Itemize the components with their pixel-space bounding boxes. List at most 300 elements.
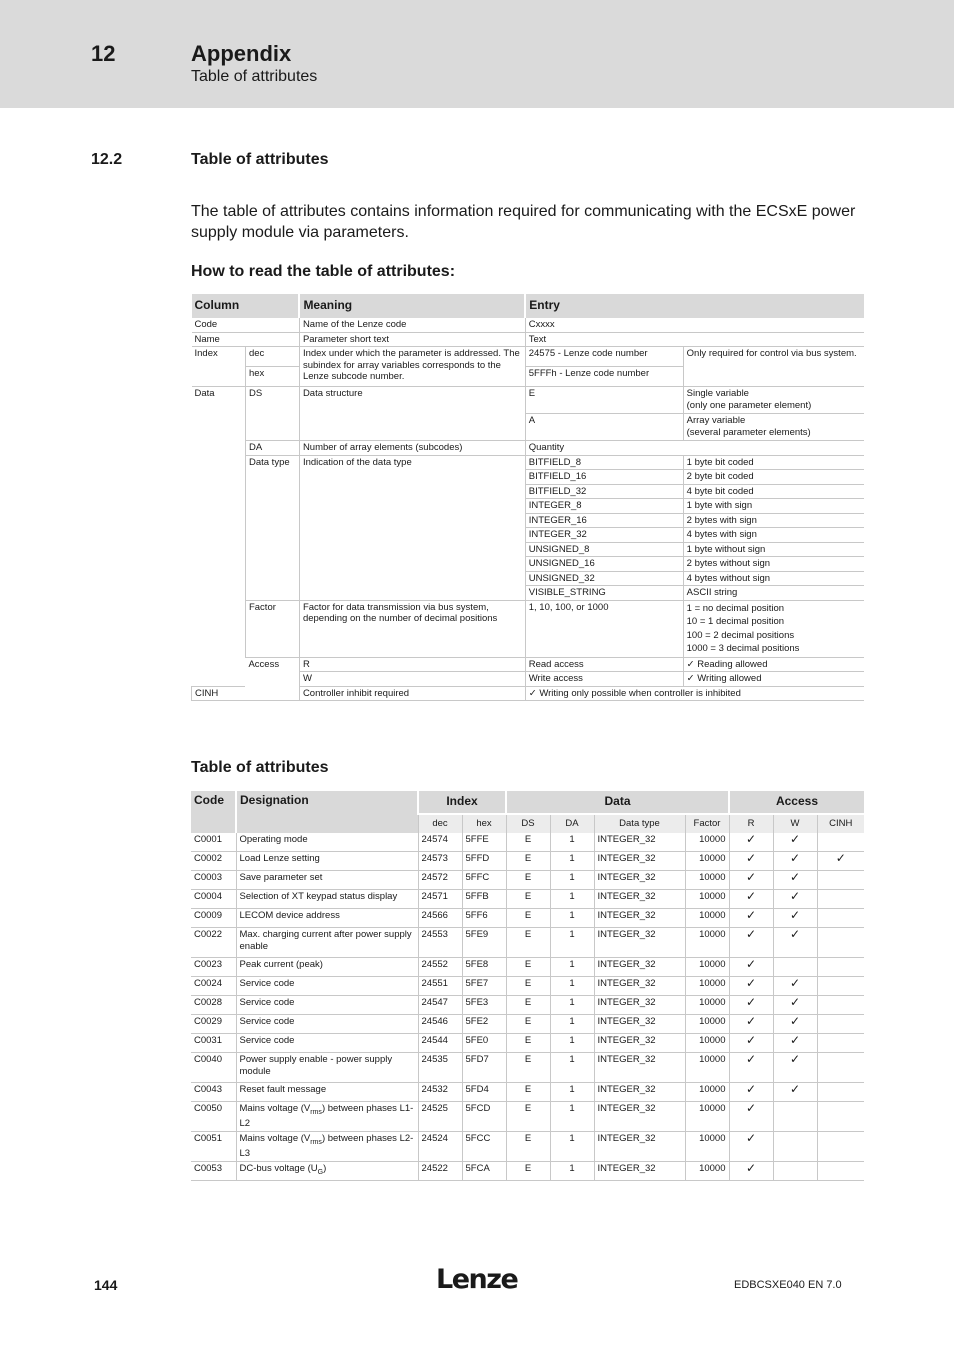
legend-desc: 4 bytes with sign — [683, 528, 864, 543]
cell-access-cinh — [817, 1034, 864, 1053]
cell-access-cinh — [817, 909, 864, 928]
cell-access-cinh — [817, 890, 864, 909]
cell-datatype: INTEGER_32 — [594, 1053, 685, 1083]
cell-designation: Selection of XT keypad status display — [236, 890, 418, 909]
cell-ds: E — [506, 871, 550, 890]
section-title: Table of attributes — [191, 151, 329, 168]
cell-ds: E — [506, 977, 550, 996]
subheader-dec: dec — [418, 814, 462, 833]
table-row — [191, 996, 864, 1015]
cell-access-w: ✓ — [773, 928, 817, 958]
cell-access-w — [773, 1132, 817, 1162]
legend-label: Code — [192, 318, 300, 332]
cell-access-r: ✓ — [729, 996, 773, 1015]
cell-ds: E — [506, 1053, 550, 1083]
legend-meaning: Controller inhibit required — [299, 686, 525, 701]
legend-header-column: Column — [192, 294, 300, 318]
header-code: Code — [191, 791, 236, 833]
cell-access-w — [773, 958, 817, 977]
cell-designation: Peak current (peak) — [236, 958, 418, 977]
table-row — [191, 890, 864, 909]
cell-da: 1 — [550, 852, 594, 871]
cell-dec: 24574 — [418, 833, 462, 852]
legend-entry: ✓ Reading allowed — [683, 657, 864, 672]
legend-row-index-dec — [192, 347, 865, 367]
cell-dec: 24525 — [418, 1102, 462, 1132]
cell-access-r: ✓ — [729, 890, 773, 909]
cell-hex: 5FD7 — [462, 1053, 506, 1083]
legend-entry: 5FFFh - Lenze code number — [525, 367, 683, 387]
legend-entry: VISIBLE_STRING — [525, 586, 683, 601]
cell-da: 1 — [550, 1132, 594, 1162]
legend-desc-line: 100 = 2 decimal positions — [686, 629, 795, 641]
cell-access-r: ✓ — [729, 1053, 773, 1083]
cell-hex: 5FE3 — [462, 996, 506, 1015]
legend-sublabel: W — [299, 672, 525, 687]
cell-dec: 24551 — [418, 977, 462, 996]
cell-dec: 24572 — [418, 871, 462, 890]
cell-hex: 5FF6 — [462, 909, 506, 928]
cell-datatype: INTEGER_32 — [594, 909, 685, 928]
table-row — [191, 1132, 864, 1162]
cell-hex: 5FE0 — [462, 1034, 506, 1053]
designation-text: Mains voltage (V — [239, 1133, 311, 1144]
cell-ds: E — [506, 890, 550, 909]
cell-access-cinh — [817, 928, 864, 958]
cell-designation: Service code — [236, 1015, 418, 1034]
cell-da: 1 — [550, 909, 594, 928]
legend-note: Only required for control via bus system. — [683, 347, 864, 387]
cell-hex: 5FFD — [462, 852, 506, 871]
subheader-ds: DS — [506, 814, 550, 833]
table-row — [191, 871, 864, 890]
cell-access-r: ✓ — [729, 958, 773, 977]
cell-code: C0028 — [191, 996, 236, 1015]
legend-sublabel: R — [299, 657, 525, 672]
subheader-factor: Factor — [685, 814, 729, 833]
cell-access-w — [773, 1102, 817, 1132]
subheader-cinh: CINH — [817, 814, 864, 833]
cell-da: 1 — [550, 1053, 594, 1083]
table-row — [191, 909, 864, 928]
cell-hex: 5FE8 — [462, 958, 506, 977]
cell-ds: E — [506, 833, 550, 852]
legend-row-ds-e — [192, 387, 865, 414]
legend-entry: Cxxxx — [525, 318, 864, 332]
cell-hex: 5FFC — [462, 871, 506, 890]
cell-ds: E — [506, 852, 550, 871]
cell-dec: 24522 — [418, 1162, 462, 1181]
cell-ds: E — [506, 1102, 550, 1132]
cell-access-cinh — [817, 833, 864, 852]
cell-access-r: ✓ — [729, 1034, 773, 1053]
cell-factor: 10000 — [685, 1162, 729, 1181]
page-number: 144 — [94, 1277, 118, 1293]
attributes-table — [191, 791, 864, 1181]
subheader-hex: hex — [462, 814, 506, 833]
legend-desc: ASCII string — [683, 586, 864, 601]
legend-sublabel: Data type — [245, 455, 299, 600]
legend-desc-line: 1 = no decimal position — [686, 602, 785, 614]
legend-row-access-r — [192, 657, 865, 672]
cell-designation: Reset fault message — [236, 1083, 418, 1102]
cell-designation: Save parameter set — [236, 871, 418, 890]
legend-sublabel: Factor — [245, 600, 299, 657]
cell-access-w: ✓ — [773, 1083, 817, 1102]
section-number: 12.2 — [91, 151, 123, 168]
cell-designation: Power supply enable - power supply module — [236, 1053, 418, 1083]
cell-da: 1 — [550, 1034, 594, 1053]
cell-dec: 24552 — [418, 958, 462, 977]
cell-designation: Service code — [236, 1034, 418, 1053]
cell-dec: 24547 — [418, 996, 462, 1015]
legend-meaning: Number of array elements (subcodes) — [299, 441, 525, 456]
cell-hex: 5FFB — [462, 890, 506, 909]
cell-access-r: ✓ — [729, 1083, 773, 1102]
cell-da: 1 — [550, 928, 594, 958]
legend-sublabel: DA — [245, 441, 299, 456]
cell-access-r: ✓ — [729, 871, 773, 890]
cell-access-cinh — [817, 871, 864, 890]
cell-access-w: ✓ — [773, 977, 817, 996]
cell-access-w: ✓ — [773, 909, 817, 928]
cell-factor: 10000 — [685, 1132, 729, 1162]
cell-dec: 24566 — [418, 909, 462, 928]
legend-entry: E — [525, 387, 683, 414]
cell-access-r: ✓ — [729, 1015, 773, 1034]
cell-dec: 24573 — [418, 852, 462, 871]
legend-table — [191, 294, 864, 701]
cell-ds: E — [506, 1162, 550, 1181]
cell-access-w: ✓ — [773, 1034, 817, 1053]
cell-code: C0051 — [191, 1132, 236, 1162]
cell-access-cinh — [817, 1015, 864, 1034]
legend-label: Data — [192, 387, 246, 687]
legend-header-entry: Entry — [525, 294, 864, 318]
legend-entry: 24575 - Lenze code number — [525, 347, 683, 367]
legend-desc: 2 bytes without sign — [683, 557, 864, 572]
legend-meaning: Index under which the parameter is addressed. The subindex for array variables corresponds to the Lenze subcode number. — [299, 347, 525, 387]
cell-factor: 10000 — [685, 1015, 729, 1034]
legend-label: Access — [245, 657, 299, 701]
cell-designation: Service code — [236, 996, 418, 1015]
cell-access-r: ✓ — [729, 928, 773, 958]
cell-factor: 10000 — [685, 1102, 729, 1132]
cell-da: 1 — [550, 1083, 594, 1102]
legend-label: Index — [192, 347, 246, 387]
cell-access-w: ✓ — [773, 833, 817, 852]
cell-datatype: INTEGER_32 — [594, 1083, 685, 1102]
legend-desc-line: 1000 = 3 decimal positions — [686, 643, 800, 654]
legend-meaning: Name of the Lenze code — [299, 318, 525, 332]
cell-designation — [236, 1132, 418, 1162]
document-code: EDBCSXE040 EN 7.0 — [734, 1279, 842, 1291]
legend-desc-line: 10 = 1 decimal position — [686, 616, 785, 627]
cell-access-w: ✓ — [773, 890, 817, 909]
legend-label: Name — [192, 332, 300, 347]
legend-entry: 1, 10, 100, or 1000 — [525, 600, 683, 657]
cell-code: C0001 — [191, 833, 236, 852]
legend-desc-line: (several parameter elements) — [686, 426, 811, 438]
table-row — [191, 977, 864, 996]
legend-header-meaning: Meaning — [299, 294, 525, 318]
designation-text: Mains voltage (V — [239, 1103, 311, 1114]
cell-dec: 24571 — [418, 890, 462, 909]
cell-code: C0009 — [191, 909, 236, 928]
lenze-logo: Lenze — [436, 1264, 518, 1295]
table-row — [191, 928, 864, 958]
designation-text: ) between phases L2-L3 — [239, 1133, 414, 1160]
cell-access-w: ✓ — [773, 852, 817, 871]
header-data: Data — [506, 791, 729, 814]
cell-datatype: INTEGER_32 — [594, 890, 685, 909]
attributes-body — [191, 833, 864, 1181]
chapter-number: 12 — [91, 41, 116, 66]
cell-factor: 10000 — [685, 958, 729, 977]
legend-row-factor — [192, 600, 865, 657]
subheader-da: DA — [550, 814, 594, 833]
legend-desc — [683, 387, 864, 414]
legend-entry: Text — [525, 332, 864, 347]
legend-entry: INTEGER_16 — [525, 513, 683, 528]
cell-datatype: INTEGER_32 — [594, 1102, 685, 1132]
cell-dec: 24535 — [418, 1053, 462, 1083]
cell-code: C0053 — [191, 1162, 236, 1181]
subheader-datatype: Data type — [594, 814, 685, 833]
table-row — [191, 1162, 864, 1181]
cell-access-r: ✓ — [729, 977, 773, 996]
cell-factor: 10000 — [685, 833, 729, 852]
cell-hex: 5FD4 — [462, 1083, 506, 1102]
cell-hex: 5FCD — [462, 1102, 506, 1132]
cell-access-cinh — [817, 1132, 864, 1162]
cell-hex: 5FE7 — [462, 977, 506, 996]
attributes-title: Table of attributes — [191, 759, 329, 776]
cell-hex: 5FCA — [462, 1162, 506, 1181]
legend-entry: INTEGER_8 — [525, 499, 683, 514]
cell-factor: 10000 — [685, 871, 729, 890]
cell-ds: E — [506, 1083, 550, 1102]
chapter-title: Appendix — [191, 41, 292, 66]
chapter-subtitle: Table of attributes — [191, 68, 318, 85]
legend-meaning: Parameter short text — [299, 332, 525, 347]
cell-factor: 10000 — [685, 1083, 729, 1102]
header-access: Access — [729, 791, 864, 814]
header-index: Index — [418, 791, 506, 814]
cell-factor: 10000 — [685, 909, 729, 928]
cell-datatype: INTEGER_32 — [594, 871, 685, 890]
legend-entry: A — [525, 414, 683, 441]
legend-desc: 1 byte without sign — [683, 542, 864, 557]
cell-designation — [236, 1102, 418, 1132]
cell-code: C0022 — [191, 928, 236, 958]
legend-sublabel: dec — [245, 347, 299, 367]
cell-hex: 5FFE — [462, 833, 506, 852]
cell-datatype: INTEGER_32 — [594, 1162, 685, 1181]
cell-access-w: ✓ — [773, 1015, 817, 1034]
howto-heading: How to read the table of attributes: — [191, 263, 456, 280]
cell-access-cinh — [817, 958, 864, 977]
cell-access-cinh — [817, 1162, 864, 1181]
cell-designation: Operating mode — [236, 833, 418, 852]
table-row — [191, 852, 864, 871]
legend-sublabel: CINH — [192, 686, 246, 701]
legend-desc — [683, 600, 864, 657]
attributes-header-row — [191, 791, 864, 814]
cell-datatype: INTEGER_32 — [594, 1034, 685, 1053]
cell-da: 1 — [550, 871, 594, 890]
cell-ds: E — [506, 928, 550, 958]
cell-da: 1 — [550, 890, 594, 909]
cell-factor: 10000 — [685, 890, 729, 909]
cell-code: C0040 — [191, 1053, 236, 1083]
legend-entry: UNSIGNED_16 — [525, 557, 683, 572]
cell-datatype: INTEGER_32 — [594, 1132, 685, 1162]
cell-dec: 24553 — [418, 928, 462, 958]
legend-entry: BITFIELD_32 — [525, 484, 683, 499]
legend-sublabel: DS — [245, 387, 299, 441]
legend-row-type — [192, 455, 865, 470]
cell-datatype: INTEGER_32 — [594, 928, 685, 958]
cell-code: C0043 — [191, 1083, 236, 1102]
legend-entry: Quantity — [525, 441, 864, 456]
legend-entry: ✓ Writing allowed — [683, 672, 864, 687]
legend-desc: 4 byte bit coded — [683, 484, 864, 499]
cell-ds: E — [506, 1015, 550, 1034]
cell-code: C0050 — [191, 1102, 236, 1132]
cell-hex: 5FE9 — [462, 928, 506, 958]
legend-entry: ✓ Writing only possible when controller is inhibited — [525, 686, 864, 701]
cell-datatype: INTEGER_32 — [594, 977, 685, 996]
legend-meaning: Indication of the data type — [299, 455, 525, 600]
table-row — [191, 1015, 864, 1034]
cell-datatype: INTEGER_32 — [594, 833, 685, 852]
cell-designation: LECOM device address — [236, 909, 418, 928]
table-row — [191, 1034, 864, 1053]
cell-da: 1 — [550, 958, 594, 977]
designation-text: ) between phases L1-L2 — [239, 1103, 414, 1130]
legend-header-row — [192, 294, 865, 318]
legend-desc: 4 bytes without sign — [683, 571, 864, 586]
legend-desc-line: Single variable — [686, 388, 749, 399]
cell-code: C0003 — [191, 871, 236, 890]
table-row — [191, 1102, 864, 1132]
legend-entry: UNSIGNED_32 — [525, 571, 683, 586]
legend-meaning: Write access — [525, 672, 683, 687]
cell-code: C0023 — [191, 958, 236, 977]
legend-entry: INTEGER_32 — [525, 528, 683, 543]
cell-dec: 24524 — [418, 1132, 462, 1162]
legend-meaning: Factor for data transmission via bus system, depending on the number of decimal positions — [299, 600, 525, 657]
header-band — [0, 0, 954, 108]
cell-da: 1 — [550, 833, 594, 852]
intro-paragraph: The table of attributes contains information required for communicating with the ECSxE power supply module via parameters. — [191, 203, 856, 241]
cell-dec: 24532 — [418, 1083, 462, 1102]
cell-designation: Max. charging current after power supply enable — [236, 928, 418, 958]
table-row — [191, 1083, 864, 1102]
cell-access-cinh — [817, 1083, 864, 1102]
cell-designation: Load Lenze setting — [236, 852, 418, 871]
designation-subscript: G — [317, 1168, 324, 1176]
legend-desc-line: (only one parameter element) — [686, 399, 812, 411]
cell-code: C0029 — [191, 1015, 236, 1034]
legend-row-name — [192, 332, 865, 347]
cell-ds: E — [506, 909, 550, 928]
subheader-r: R — [729, 814, 773, 833]
cell-access-w: ✓ — [773, 1053, 817, 1083]
cell-access-w: ✓ — [773, 996, 817, 1015]
cell-access-cinh — [817, 996, 864, 1015]
designation-subscript: rms — [310, 1108, 322, 1116]
legend-entry: BITFIELD_8 — [525, 455, 683, 470]
cell-factor: 10000 — [685, 852, 729, 871]
legend-row-code — [192, 318, 865, 332]
cell-access-cinh: ✓ — [817, 852, 864, 871]
header-designation: Designation — [236, 791, 418, 833]
legend-desc: 1 byte with sign — [683, 499, 864, 514]
cell-da: 1 — [550, 977, 594, 996]
cell-access-r: ✓ — [729, 1102, 773, 1132]
cell-datatype: INTEGER_32 — [594, 852, 685, 871]
legend-meaning: Data structure — [299, 387, 525, 441]
legend-sublabel: hex — [245, 367, 299, 387]
designation-text: DC-bus voltage (U — [239, 1163, 318, 1174]
cell-access-cinh — [817, 1102, 864, 1132]
cell-datatype: INTEGER_32 — [594, 996, 685, 1015]
cell-code: C0031 — [191, 1034, 236, 1053]
cell-hex: 5FE2 — [462, 1015, 506, 1034]
cell-da: 1 — [550, 1015, 594, 1034]
legend-desc: 2 byte bit coded — [683, 470, 864, 485]
legend-entry: UNSIGNED_8 — [525, 542, 683, 557]
cell-access-r: ✓ — [729, 852, 773, 871]
cell-access-cinh — [817, 1053, 864, 1083]
legend-entry: BITFIELD_16 — [525, 470, 683, 485]
legend-desc: 1 byte bit coded — [683, 455, 864, 470]
cell-access-r: ✓ — [729, 909, 773, 928]
cell-factor: 10000 — [685, 996, 729, 1015]
cell-datatype: INTEGER_32 — [594, 958, 685, 977]
cell-da: 1 — [550, 1102, 594, 1132]
cell-access-r: ✓ — [729, 1132, 773, 1162]
cell-designation — [236, 1162, 418, 1181]
legend-desc — [683, 414, 864, 441]
cell-datatype: INTEGER_32 — [594, 1015, 685, 1034]
cell-access-r: ✓ — [729, 1162, 773, 1181]
table-row — [191, 958, 864, 977]
cell-ds: E — [506, 1132, 550, 1162]
legend-desc-line: Array variable — [686, 415, 746, 426]
cell-access-r: ✓ — [729, 833, 773, 852]
designation-subscript: rms — [310, 1138, 322, 1146]
designation-text: ) — [323, 1163, 327, 1174]
subheader-w: W — [773, 814, 817, 833]
legend-desc: 2 bytes with sign — [683, 513, 864, 528]
table-row — [191, 1053, 864, 1083]
cell-access-w: ✓ — [773, 871, 817, 890]
cell-factor: 10000 — [685, 977, 729, 996]
table-row — [191, 833, 864, 852]
cell-dec: 24546 — [418, 1015, 462, 1034]
cell-factor: 10000 — [685, 928, 729, 958]
cell-factor: 10000 — [685, 1034, 729, 1053]
cell-designation: Service code — [236, 977, 418, 996]
cell-access-w — [773, 1162, 817, 1181]
cell-ds: E — [506, 996, 550, 1015]
legend-meaning: Read access — [525, 657, 683, 672]
cell-ds: E — [506, 1034, 550, 1053]
cell-da: 1 — [550, 996, 594, 1015]
